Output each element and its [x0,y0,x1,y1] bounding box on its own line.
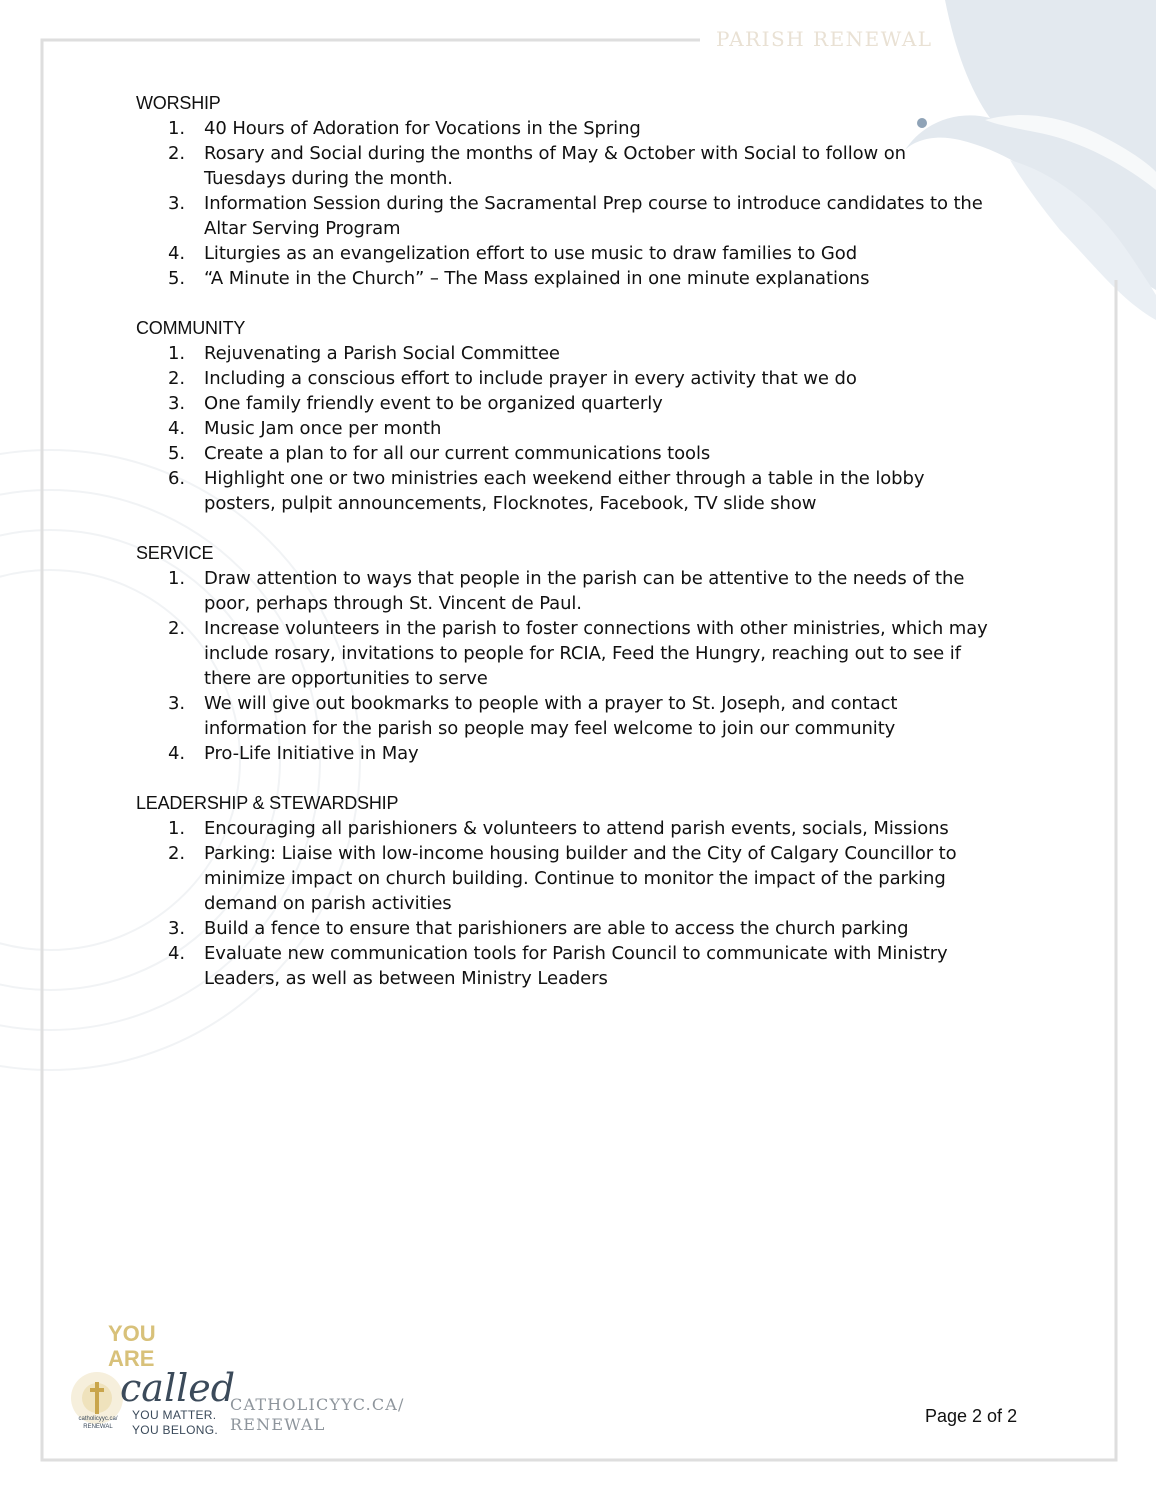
item-number: 5. [168,268,185,289]
item-number: 2. [168,618,185,639]
footer-url[interactable]: CATHOLICYYC.CA/ RENEWAL [230,1395,405,1434]
item-text: Music Jam once per month [204,418,442,439]
item-number: 4. [168,243,185,264]
list-item [136,241,1036,266]
item-number: 3. [168,193,185,214]
page-number: Page 2 of 2 [925,1406,1018,1426]
item-text: Encouraging all parishioners & volunteers to attend parish events, socials, Missions [204,818,949,839]
list-item [136,266,1036,291]
section-service [136,541,1036,766]
item-text: include rosary, invitations to people for RCIA, Feed the Hungry, reaching out to see if [204,643,961,664]
list-item [136,691,1036,741]
item-number: 4. [168,943,185,964]
list-item [136,941,1036,991]
document-body [136,91,1036,1016]
section-heading: SERVICE [136,543,214,563]
item-text: “A Minute in the Church” – The Mass explained in one minute explanations [204,268,870,289]
logo-you: YOU [108,1321,156,1346]
item-text: Leaders, as well as between Ministry Leaders [204,968,608,989]
list-item [136,441,1036,466]
item-number: 2. [168,143,185,164]
logo-are: ARE [108,1346,155,1371]
item-text: Liturgies as an evangelization effort to use music to draw families to God [204,243,858,264]
item-text: Evaluate new communication tools for Parish Council to communicate with Ministry [204,943,948,964]
item-text: information for the parish so people may feel welcome to join our community [204,718,896,739]
item-number: 1. [168,343,185,364]
item-text: Rejuvenating a Parish Social Committee [204,343,560,364]
item-number: 1. [168,818,185,839]
item-number: 4. [168,418,185,439]
you-are-called-logo [60,1320,240,1440]
list-item [136,816,1036,841]
section-heading: COMMUNITY [136,318,246,338]
list-item [136,141,1036,191]
item-text: Pro-Life Initiative in May [204,743,419,764]
item-list [136,816,1036,991]
list-item [136,366,1036,391]
section-leadership-stewardship [136,791,1036,991]
list-item [136,416,1036,441]
item-text: Tuesdays during the month. [204,168,453,189]
section-worship [136,91,1036,291]
item-number: 2. [168,368,185,389]
item-number: 3. [168,693,185,714]
item-number: 2. [168,843,185,864]
section-community [136,316,1036,516]
item-text: Information Session during the Sacramental Prep course to introduce candidates to the [204,193,983,214]
item-text: We will give out bookmarks to people with a prayer to St. Joseph, and contact [204,693,898,714]
item-text: Build a fence to ensure that parishioners are able to access the church parking [204,918,909,939]
item-list [136,116,1036,291]
list-item [136,566,1036,616]
item-text: posters, pulpit announcements, Flocknotes, Facebook, TV slide show [204,493,817,514]
item-number: 1. [168,568,185,589]
logo-small-url: catholicyyc.ca/ RENEWAL [78,1416,118,1430]
list-item [136,841,1036,916]
item-number: 5. [168,443,185,464]
item-list [136,566,1036,766]
item-text: 40 Hours of Adoration for Vocations in the Spring [204,118,641,139]
item-text: there are opportunities to serve [204,668,488,689]
list-item [136,916,1036,941]
list-item [136,741,1036,766]
list-item [136,191,1036,241]
item-number: 1. [168,118,185,139]
section-heading: LEADERSHIP & STEWARDSHIP [136,793,399,813]
logo-tagline: YOU MATTER. YOU BELONG. [132,1408,218,1437]
item-text: poor, perhaps through St. Vincent de Paul. [204,593,582,614]
item-text: Highlight one or two ministries each weekend either through a table in the lobby [204,468,925,489]
item-text: Increase volunteers in the parish to foster connections with other ministries, which may [204,618,988,639]
item-text: Draw attention to ways that people in the parish can be attentive to the needs of the [204,568,965,589]
list-item [136,391,1036,416]
item-list [136,341,1036,516]
section-heading: WORSHIP [136,93,221,113]
item-text: Rosary and Social during the months of May & October with Social to follow on [204,143,906,164]
item-text: Parking: Liaise with low-income housing builder and the City of Calgary Councillor to [204,843,957,864]
item-text: minimize impact on church building. Continue to monitor the impact of the parking [204,868,946,889]
item-text: One family friendly event to be organized quarterly [204,393,663,414]
header-title: PARISH RENEWAL [716,27,933,51]
item-number: 6. [168,468,185,489]
item-number: 3. [168,393,185,414]
item-number: 4. [168,743,185,764]
item-text: demand on parish activities [204,893,452,914]
list-item [136,341,1036,366]
item-text: Including a conscious effort to include prayer in every activity that we do [204,368,857,389]
item-number: 3. [168,918,185,939]
list-item [136,116,1036,141]
logo-called-script: called [120,1366,236,1410]
item-text: Altar Serving Program [204,218,401,239]
list-item [136,616,1036,691]
list-item [136,466,1036,516]
item-text: Create a plan to for all our current communications tools [204,443,711,464]
